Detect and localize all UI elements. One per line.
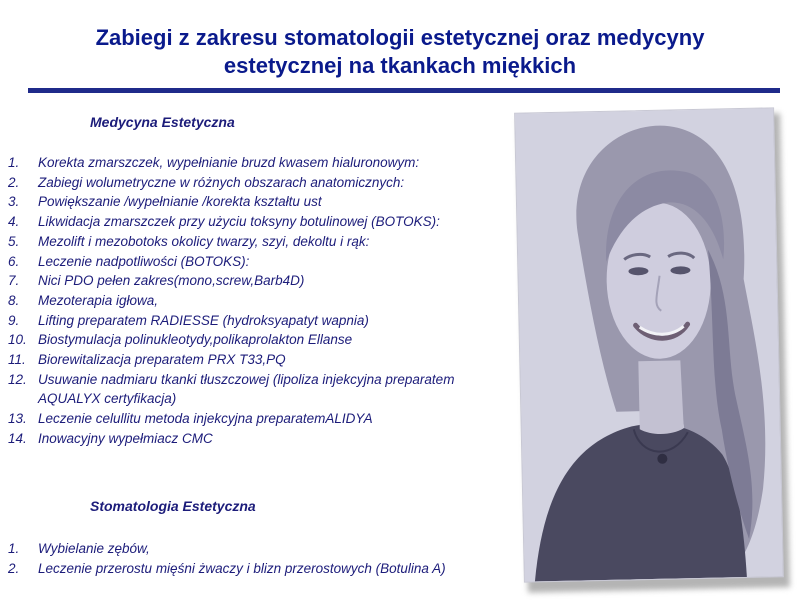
title-line-1: Zabiegi z zakresu stomatologii estetycznej oraz medycyny (95, 25, 705, 50)
title-divider (28, 88, 780, 93)
list-item: 2. Leczenie przerostu mięśni żwaczy i blizn przerostowych (Botulina A) (8, 560, 446, 576)
list-item: 10. Biostymulacja polinukleotydy,polikaprolakton Ellanse (8, 332, 353, 348)
list-item: 11. Biorewitalizacja preparatem PRX T33,PQ (8, 352, 286, 368)
list-item: 4. Likwidacja zmarszczek przy użyciu toksyny botulinowej (BOTOKS): (8, 214, 440, 230)
list-item: 13. Leczenie celullitu metoda injekcyjna preparatemALIDYA (8, 411, 373, 427)
list-item: 8. Mezoterapia igłowa, (8, 292, 159, 308)
section-heading-medycyna: Medycyna Estetyczna (90, 114, 235, 130)
portrait-photo (514, 107, 784, 582)
list-item: 6. Leczenie nadpotliwości (BOTOKS): (8, 253, 250, 269)
list-item: 9. Lifting preparatem RADIESSE (hydroksyapatyt wapnia) (8, 312, 369, 328)
list-item: 1. Korekta zmarszczek, wypełnianie bruzd kwasem hialuronowym: (8, 155, 420, 170)
medycyna-list (8, 153, 498, 449)
portrait-illustration (515, 108, 783, 581)
list-item: 12. Usuwanie nadmiaru tkanki tłuszczowej (lipoliza injekcyjna preparatem AQUALYX certyfikacja) (8, 371, 455, 407)
list-item: 14. Inowacyjny wypełmiacz CMC (8, 430, 213, 446)
page-title (0, 24, 800, 80)
title-line-2: estetycznej na tkankach miękkich (223, 53, 577, 78)
section-heading-stomatologia: Stomatologia Estetyczna (90, 498, 256, 514)
list-item: 5. Mezolift i mezobotoks okolicy twarzy, szyi, dekoltu i rąk: (8, 233, 370, 249)
portrait-frame (517, 108, 787, 594)
list-item: 1. Wybielanie zębów, (8, 541, 150, 556)
stomatologia-list (8, 539, 446, 578)
list-item: 2. Zabiegi wolumetryczne w różnych obszarach anatomicznych: (8, 174, 405, 190)
list-item: 3. Powiększanie /wypełnianie /korekta kształtu ust (8, 194, 322, 210)
list-item: 7. Nici PDO pełen zakres(mono,screw,Barb4D) (8, 273, 305, 289)
